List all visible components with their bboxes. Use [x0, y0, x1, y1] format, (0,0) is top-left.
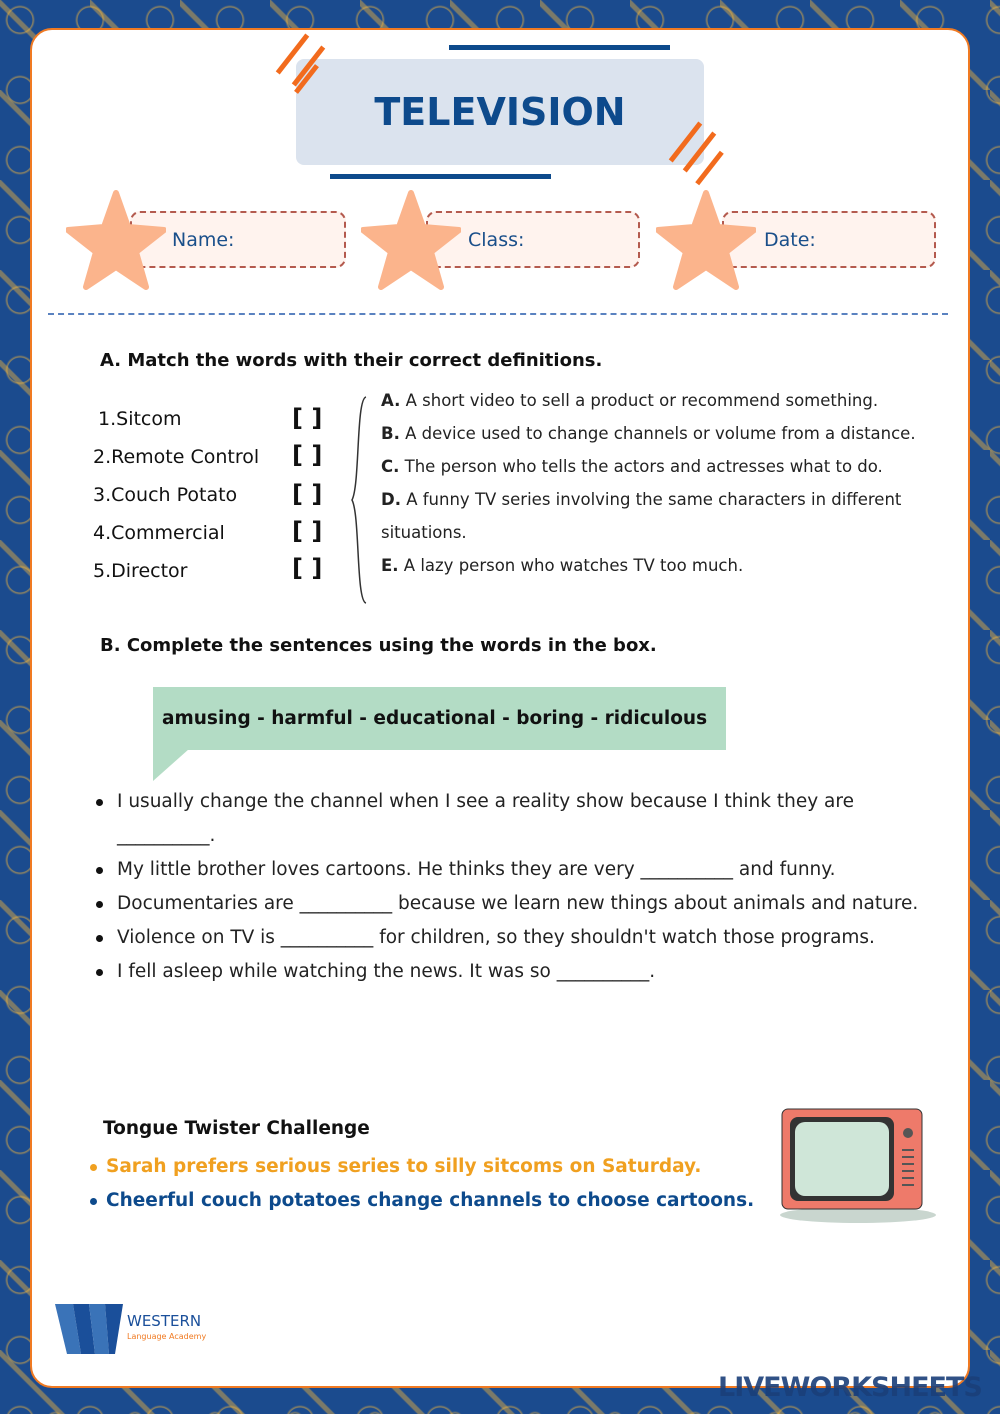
tv-icon [776, 1105, 938, 1225]
word-number: 3. [93, 484, 112, 506]
sentence: Documentaries are __________ because we learn new things about animals and nature. [96, 887, 946, 921]
word: Director [111, 560, 188, 582]
word-number: 1. [98, 408, 117, 430]
answer-bracket[interactable]: [ ] [292, 517, 323, 545]
tongue-twister-heading: Tongue Twister Challenge [103, 1118, 370, 1139]
word: Sitcom [116, 408, 182, 430]
word: Couch Potato [111, 484, 238, 506]
definition: E. A lazy person who watches TV too much. [381, 556, 744, 575]
star-icon [656, 190, 756, 290]
name-label: Name: [172, 228, 235, 251]
sentence: Violence on TV is __________ for children, so they shouldn't watch those programs. [96, 921, 946, 955]
logo-subtitle: Language Academy [127, 1332, 207, 1341]
section-b-heading: B. Complete the sentences using the words in the box. [100, 635, 657, 656]
logo-name: WESTERN [127, 1312, 202, 1330]
star-icon [66, 190, 166, 290]
sentence: I fell asleep while watching the news. It was so __________. [96, 955, 946, 989]
word-box-tail [153, 749, 189, 781]
definition: B. A device used to change channels or volume from a distance. [381, 424, 916, 443]
star-icon [361, 190, 461, 290]
word-number: 5. [93, 560, 112, 582]
definition: A. A short video to sell a product or recommend something. [381, 391, 879, 410]
definitions-list [381, 384, 941, 582]
word: Remote Control [111, 446, 260, 468]
definition: D. A funny TV series involving the same characters in different situations. [381, 490, 902, 542]
sentence: I usually change the channel when I see a reality show because I think they are __________. [96, 785, 946, 853]
decor-bar [330, 174, 551, 179]
answer-bracket[interactable]: [ ] [292, 441, 323, 469]
definition: C. The person who tells the actors and actresses what to do. [381, 457, 883, 476]
logo-w-icon [55, 1302, 125, 1357]
decor-bar [449, 45, 670, 50]
class-label: Class: [468, 228, 525, 251]
sentence-list [96, 785, 946, 989]
divider [48, 313, 948, 315]
logo [55, 1302, 225, 1357]
tongue-twister-line: Cheerful couch potatoes change channels to choose cartoons. [90, 1184, 754, 1218]
tongue-twister-list [90, 1150, 754, 1218]
answer-bracket[interactable]: [ ] [292, 404, 323, 432]
date-label: Date: [764, 228, 816, 251]
word-number: 2. [93, 446, 112, 468]
section-a-heading: A. Match the words with their correct definitions. [100, 350, 603, 371]
answer-bracket[interactable]: [ ] [292, 480, 323, 508]
brace-icon [350, 395, 370, 605]
watermark: LIVEWORKSHEETS [718, 1372, 982, 1403]
sentence: My little brother loves cartoons. He thinks they are very __________ and funny. [96, 853, 946, 887]
tongue-twister-line: Sarah prefers serious series to silly sitcoms on Saturday. [90, 1150, 754, 1184]
page-title: TELEVISION [296, 59, 704, 165]
answer-bracket[interactable]: [ ] [292, 554, 323, 582]
word-number: 4. [93, 522, 112, 544]
word: Commercial [111, 522, 225, 544]
word-box: amusing - harmful - educational - boring - ridiculous [153, 687, 726, 750]
